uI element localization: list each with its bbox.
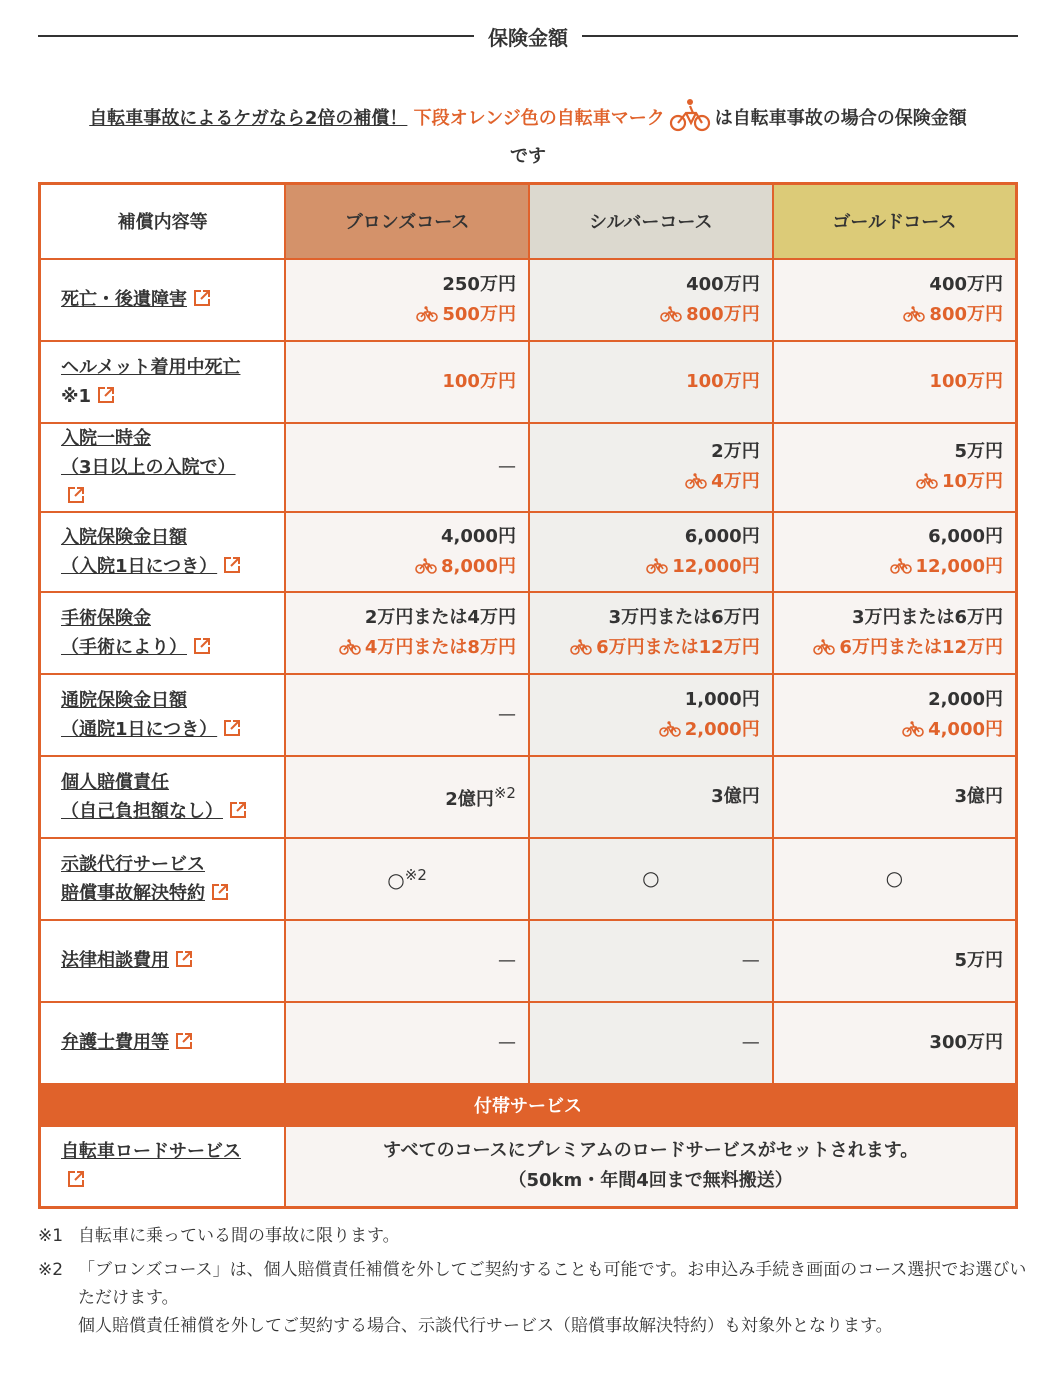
cell-gold: [773, 920, 1017, 1002]
footnote-ref: ※2: [493, 784, 516, 802]
column-header-label: 補償内容等: [40, 184, 286, 259]
cell-gold: [773, 592, 1017, 674]
value: 300万円: [929, 1031, 1003, 1053]
column-header-silver: シルバーコース: [529, 184, 773, 259]
intro-text: [38, 98, 1018, 172]
column-header-bronze: ブロンズコース: [285, 184, 529, 259]
value-bicycle: [890, 556, 1003, 577]
row-label[interactable]: [40, 756, 286, 838]
row-label-sub[interactable]: （通院1日につき）: [61, 718, 218, 740]
value-bicycle: [685, 471, 760, 492]
value-bicycle: [646, 556, 759, 577]
cell-silver: [529, 838, 773, 920]
row-label-sub[interactable]: （入院1日につき）: [61, 555, 218, 577]
row-label-link[interactable]: 法律相談費用: [61, 950, 169, 971]
road-service-line2: （50km・年間4回まで無料搬送）: [508, 1170, 793, 1192]
external-link-icon[interactable]: [193, 287, 211, 305]
row-label[interactable]: [40, 838, 286, 920]
included-mark: ○: [387, 868, 405, 892]
external-link-icon[interactable]: [67, 1168, 85, 1186]
value: 2,000円: [928, 688, 1003, 710]
cell-bronze: [285, 674, 529, 756]
external-link-icon[interactable]: [229, 799, 247, 817]
value-bicycle-text: 500万円: [442, 303, 516, 325]
value: 2億円: [445, 789, 494, 810]
table-row: [40, 756, 1017, 838]
row-label-link[interactable]: 通院保険金日額: [61, 689, 187, 711]
value-bicycle: [415, 556, 516, 577]
value-bicycle: [916, 471, 1003, 492]
cell-gold: [773, 674, 1017, 756]
bicycle-icon: [685, 469, 707, 485]
divider: [38, 35, 474, 37]
cell-silver: [529, 423, 773, 512]
cell-silver: [529, 259, 773, 341]
bicycle-icon: [415, 554, 437, 570]
footnote-mark: ※2: [38, 1260, 64, 1280]
value-bicycle: [659, 719, 760, 740]
footnote-text: 自転車に乗っている間の事故に限ります。: [78, 1226, 400, 1246]
cell-silver: [529, 1002, 773, 1084]
table-row: [40, 341, 1017, 423]
footnote: [38, 1256, 1028, 1312]
value-bicycle-text: 800万円: [929, 303, 1003, 325]
row-label-link[interactable]: ヘルメット着用中死亡: [61, 356, 241, 378]
value: 4,000円: [441, 525, 516, 547]
value: 5万円: [954, 441, 1003, 462]
value-bicycle-text: 12,000円: [915, 555, 1003, 577]
value-bicycle: 100万円: [442, 370, 516, 392]
value-bicycle: [813, 637, 1003, 658]
cell-gold: [773, 512, 1017, 592]
row-label-link[interactable]: 示談代行サービス: [61, 853, 205, 875]
table-row: [40, 592, 1017, 674]
cell-gold: [773, 423, 1017, 512]
row-label[interactable]: [40, 592, 286, 674]
footnote-mark: ※1: [38, 1226, 64, 1246]
external-link-icon[interactable]: [193, 635, 211, 653]
footnote-mark: [38, 1312, 78, 1340]
intro-part2: 下段オレンジ色の自転車マーク: [413, 108, 665, 129]
row-label-note: ※1: [61, 385, 92, 407]
empty-value: —: [741, 1031, 760, 1053]
external-link-icon[interactable]: [175, 948, 193, 966]
value: 2万円: [711, 441, 760, 462]
value-bicycle: [339, 637, 516, 658]
external-link-icon[interactable]: [175, 1030, 193, 1048]
row-label[interactable]: [40, 341, 286, 423]
row-label[interactable]: [40, 920, 286, 1002]
row-label-link[interactable]: 個人賠償責任: [61, 771, 169, 793]
coverage-table: [38, 182, 1018, 1209]
row-label-link[interactable]: 弁護士費用等: [61, 1032, 169, 1053]
value-bicycle: [660, 304, 760, 325]
value-bicycle-text: 6万円または12万円: [596, 636, 760, 658]
cell-gold: [773, 756, 1017, 838]
footnote-text: 「ブロンズコース」は、個人賠償責任補償を外してご契約することも可能です。お申込み手続き画面のコース選択でお選びいただけます。: [78, 1260, 1027, 1308]
table-row: [40, 674, 1017, 756]
external-link-icon[interactable]: [211, 881, 229, 899]
footnote-text: 個人賠償責任補償を外してご契約する場合、示談代行サービス（賠償事故解決特約）も対象外となります。: [78, 1316, 893, 1336]
empty-value: —: [497, 1031, 516, 1053]
road-service-label[interactable]: [40, 1126, 286, 1208]
table-row: [40, 512, 1017, 592]
value: 1,000円: [684, 688, 760, 710]
value-bicycle-text: 800万円: [686, 303, 760, 325]
value-bicycle: 100万円: [686, 370, 760, 392]
cell-gold: [773, 1002, 1017, 1084]
value: 3億円: [711, 785, 760, 807]
bicycle-icon: [416, 302, 438, 318]
cell-bronze: [285, 259, 529, 341]
cell-gold: [773, 341, 1017, 423]
bicycle-icon: [570, 635, 592, 651]
section-row: [40, 1084, 1017, 1126]
empty-value: —: [497, 456, 516, 477]
empty-value: —: [497, 703, 516, 725]
bicycle-icon: [903, 302, 925, 318]
cell-bronze: [285, 592, 529, 674]
cell-bronze: [285, 920, 529, 1002]
row-label-link[interactable]: 入院一時金: [61, 427, 151, 449]
bicycle-icon: [660, 302, 682, 318]
value-bicycle: [903, 304, 1003, 325]
value-bicycle-text: 12,000円: [672, 555, 760, 577]
bicycle-icon: [646, 554, 668, 570]
value: 6,000円: [684, 525, 760, 547]
cell-silver: [529, 920, 773, 1002]
row-label-sub[interactable]: （3日以上の入院で）: [61, 456, 236, 478]
section-title: 保険金額: [488, 25, 568, 50]
cell-bronze: [285, 512, 529, 592]
intro-part3: は自転車事故の場合の保険金額: [714, 108, 967, 129]
cell-bronze: [285, 838, 529, 920]
footnotes: [38, 1222, 1028, 1346]
row-label[interactable]: [40, 674, 286, 756]
value-bicycle: [902, 719, 1003, 740]
value-bicycle-text: 8,000円: [441, 555, 516, 577]
value: 2万円または4万円: [364, 606, 516, 628]
external-link-icon[interactable]: [97, 384, 115, 402]
external-link-icon[interactable]: [223, 717, 241, 735]
table-row: [40, 1002, 1017, 1084]
value-bicycle-text: 10万円: [941, 471, 1003, 492]
row-label[interactable]: [40, 512, 286, 592]
value-bicycle-text: 4,000円: [928, 718, 1003, 740]
divider: [582, 35, 1018, 37]
external-link-icon[interactable]: [223, 554, 241, 572]
value: 3億円: [954, 785, 1003, 807]
bicycle-icon: [890, 554, 912, 570]
value-bicycle: [416, 304, 516, 325]
row-label-sub[interactable]: 賠償事故解決特約: [61, 882, 205, 904]
row-label-sub[interactable]: （自己負担額なし）: [61, 800, 223, 822]
row-label-sub[interactable]: （手術により）: [61, 636, 187, 658]
bicycle-icon: [902, 717, 924, 733]
included-mark: ○: [642, 865, 660, 890]
value: 3万円または6万円: [608, 606, 760, 628]
bicycle-icon: [916, 469, 938, 485]
table-row: [40, 838, 1017, 920]
bicycle-icon: [659, 717, 681, 733]
footnote: [38, 1312, 1028, 1340]
value-bicycle-text: 6万円または12万円: [839, 636, 1003, 658]
column-header-gold: ゴールドコース: [773, 184, 1017, 259]
value: 3万円または6万円: [851, 606, 1003, 628]
cell-silver: [529, 592, 773, 674]
external-link-icon[interactable]: [67, 484, 85, 502]
value-bicycle-text: 4万円: [711, 471, 760, 492]
row-label[interactable]: [40, 1002, 286, 1084]
cell-silver: [529, 756, 773, 838]
intro-part1: 自転車事故によるケガなら2倍の補償！: [89, 108, 408, 129]
bicycle-icon: [669, 98, 711, 142]
value-bicycle-text: 2,000円: [684, 718, 760, 740]
cell-bronze: [285, 756, 529, 838]
cell-silver: [529, 341, 773, 423]
footnote-ref: ※2: [404, 866, 427, 884]
cell-bronze: [285, 1002, 529, 1084]
intro-part4: です: [510, 146, 546, 167]
row-label-link[interactable]: 死亡・後遺障害: [61, 289, 187, 310]
table-row: [40, 259, 1017, 341]
bicycle-icon: [813, 635, 835, 651]
cell-bronze: [285, 341, 529, 423]
value-bicycle: 100万円: [929, 370, 1003, 392]
road-service-line1: すべてのコースにプレミアムのロードサービスがセットされます。: [382, 1140, 919, 1162]
bicycle-icon: [339, 635, 361, 651]
cell-silver: [529, 512, 773, 592]
empty-value: —: [497, 949, 516, 971]
cell-gold: [773, 838, 1017, 920]
section-heading: [38, 18, 1018, 54]
cell-bronze: [285, 423, 529, 512]
value-bicycle: [570, 637, 760, 658]
table-row: [40, 1126, 1017, 1208]
value: 400万円: [929, 273, 1003, 295]
value-bicycle-text: 4万円または8万円: [364, 636, 516, 658]
road-service-description: [285, 1126, 1016, 1208]
table-header-row: [40, 184, 1017, 259]
section-label: 付帯サービス: [40, 1084, 1017, 1126]
value: 400万円: [686, 273, 760, 295]
row-label-link[interactable]: 入院保険金日額: [61, 526, 187, 548]
included-mark: ○: [885, 865, 904, 890]
table-row: [40, 423, 1017, 512]
empty-value: —: [741, 949, 760, 971]
footnote: [38, 1222, 1028, 1250]
value: 5万円: [954, 949, 1003, 971]
row-label[interactable]: [40, 259, 286, 341]
table-row: [40, 920, 1017, 1002]
road-service-link[interactable]: 自転車ロードサービス: [61, 1141, 241, 1163]
cell-silver: [529, 674, 773, 756]
row-label-link[interactable]: 手術保険金: [61, 607, 151, 629]
value: 250万円: [442, 273, 516, 295]
cell-gold: [773, 259, 1017, 341]
value: 6,000円: [928, 525, 1003, 547]
row-label[interactable]: [40, 423, 286, 512]
